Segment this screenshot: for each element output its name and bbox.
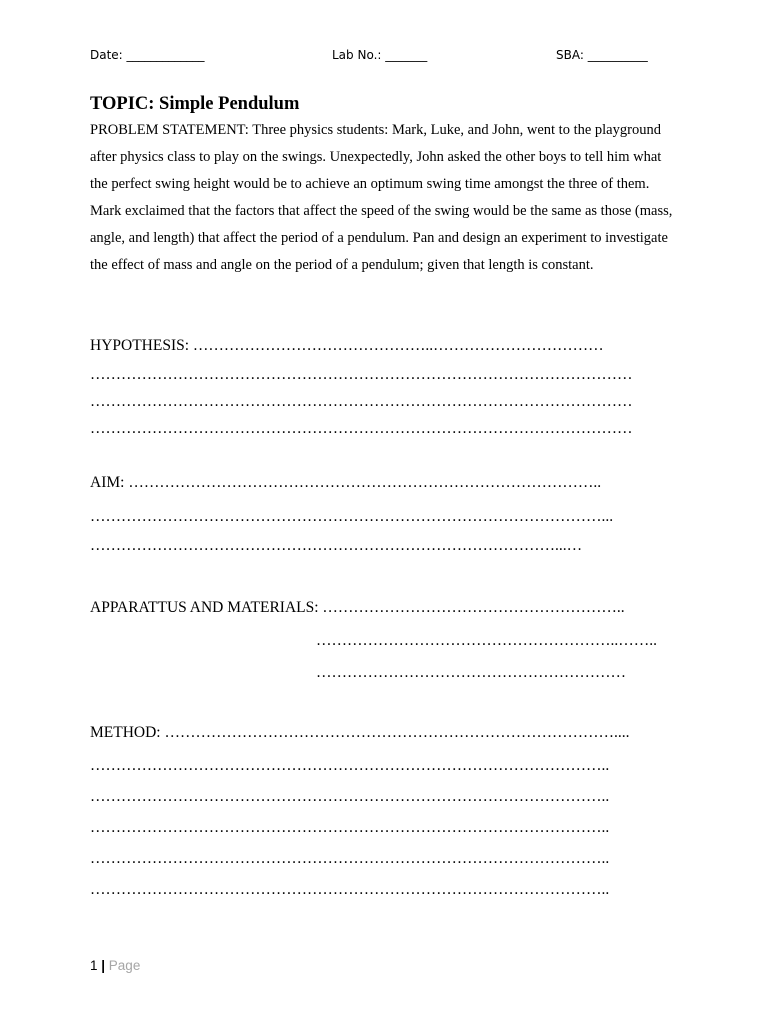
method-line-6: ……………………………………………………………………………………….. (90, 881, 610, 898)
problem-statement (90, 117, 682, 279)
hypothesis-line-3: …………………………………………………………………………………………… (90, 393, 633, 410)
sba-field: SBA: __________ (556, 48, 648, 62)
hypothesis-line-1: HYPOTHESIS: ………………………………………..…………………………… (90, 337, 604, 354)
hypothesis-line-4: …………………………………………………………………………………………… (90, 420, 633, 437)
page-label: Page (108, 958, 141, 973)
method-line-3: ……………………………………………………………………………………….. (90, 788, 610, 805)
apparatus-line-3: …………………………………………………… (316, 664, 626, 681)
lab-number-field: Lab No.: _______ (332, 48, 428, 62)
date-field: Date: _____________ (90, 48, 205, 62)
apparatus-line-1: APPARATTUS AND MATERIALS: ………………………………………………….. (90, 599, 625, 616)
method-line-5: ……………………………………………………………………………………….. (90, 850, 610, 867)
method-line-2: ……………………………………………………………………………………….. (90, 757, 610, 774)
topic-title: TOPIC: Simple Pendulum (90, 94, 300, 114)
method-line-4: ……………………………………………………………………………………….. (90, 819, 610, 836)
problem-statement-label: PROBLEM STATEMENT: (90, 122, 249, 138)
aim-line-1: AIM: ……………………………………………………………………………….. (90, 474, 602, 491)
page-number: 1 (90, 958, 98, 973)
footer-separator: | (97, 958, 109, 973)
method-line-1: METHOD: …………………………………………………………………………….... (90, 724, 630, 741)
aim-line-3: ………………………………………………………………………………...… (90, 537, 583, 554)
problem-statement-text: Three physics students: Mark, Luke, and John, went to the playground after physics class to play on the swings. Unexpectedly, John asked the other boys to tell him what the perfect swing height would be to achieve an optimum swing time amongst the three of them. Mark exclaimed that the factors that affect the speed of the swing would be the same as those (mass, angle, and length) that affect the period of a pendulum. Pan and design an experiment to investigate the effect of mass and angle on the period of a pendulum; given that length is constant. (90, 122, 673, 273)
page-footer (90, 958, 140, 973)
hypothesis-line-2: …………………………………………………………………………………………… (90, 366, 633, 383)
apparatus-line-2: …………………………………………………..…….. (316, 632, 657, 649)
aim-line-2: ………………………………………………………………………………………... (90, 508, 614, 525)
